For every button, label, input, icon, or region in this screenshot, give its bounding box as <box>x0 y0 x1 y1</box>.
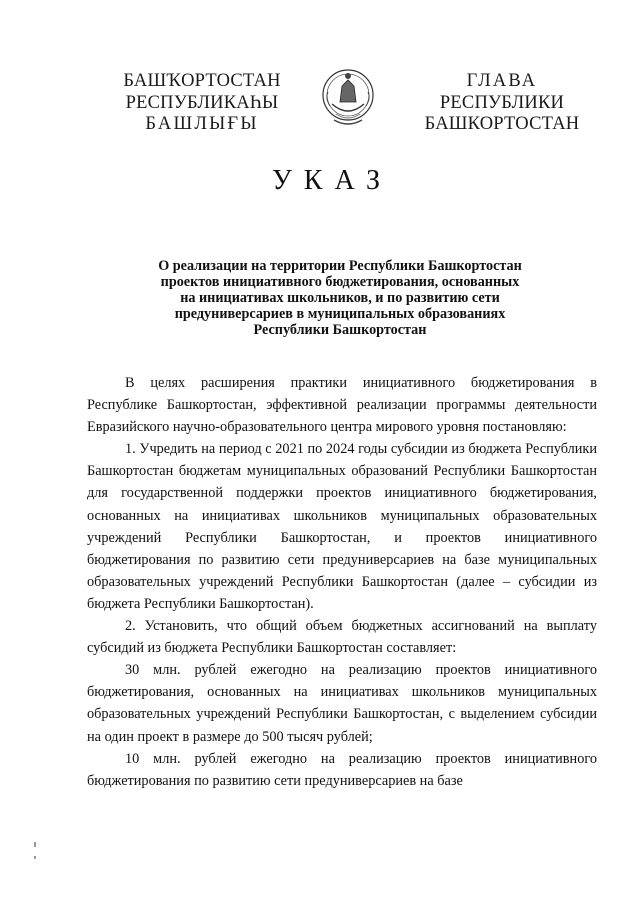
document-title <box>100 258 580 338</box>
margin-scan-mark <box>34 842 36 847</box>
header-right-line-1: ГЛАВА <box>466 71 538 91</box>
header-left-line-1: БАШҠОРТОСТАН <box>123 71 281 91</box>
paragraph-subitem-10mln: 10 млн. рублей ежегодно на реализацию проектов инициативного бюджетирования по развитию сети предуниверсариев на базе <box>87 750 597 789</box>
title-line-2: проектов инициативного бюджетирования, основанных <box>160 274 520 290</box>
paragraph-subitem-30mln: 30 млн. рублей ежегодно на реализацию проектов инициативного бюджетирования, основанных на инициативах школьников муниципальных образовательных учреждений Республики Башкортостан, с выделением субсидии на один проект в размере до 500 тысяч рублей; <box>87 662 597 745</box>
margin-scan-mark <box>34 856 36 859</box>
document-body <box>87 372 597 792</box>
header-right-line-2: РЕСПУБЛИКИ <box>439 92 565 113</box>
header-right-line-3: БАШКОРТОСТАН <box>424 114 580 134</box>
header-left-line-2: РЕСПУБЛИКАҺЫ <box>125 92 279 113</box>
paragraph-item-2: 2. Установить, что общий объем бюджетных ассигнований на выплату субсидий из бюджета Республики Башкортостан составляет: <box>87 618 597 657</box>
title-line-3: на инициативах школьников, и по развитию сети <box>180 290 500 306</box>
paragraph-preamble: В целях расширения практики инициативного бюджетирования в Республике Башкортостан, эффективной реализации программы деятельности Евразийского научно-образовательного центра мирового уровня постановляю: <box>87 375 597 436</box>
coat-of-arms-emblem-icon <box>318 62 378 132</box>
header-right-title <box>412 71 592 136</box>
header-left-line-3: БАШЛЫҒЫ <box>145 114 259 134</box>
document-type-heading: УКАЗ <box>271 165 393 196</box>
paragraph-item-1: 1. Учредить на период с 2021 по 2024 годы субсидии из бюджета Республики Башкортостан бюджетам муниципальных образований Республики Башкортостан для государственной поддержки проектов инициативного бюджетирования, основанных на инициативах школьников муниципальных образовательных учреждений Республики Башкортостан, и проектов инициативного бюджетирования по развитию сети предуниверсариев на базе муниципальных образовательных учреждений Республики Башкортостан (далее – субсидии из бюджета Республики Башкортостан). <box>87 441 597 612</box>
title-line-4: предуниверсариев в муниципальных образованиях <box>174 306 506 322</box>
header-left-title <box>112 71 292 136</box>
title-line-5: Республики Башкортостан <box>253 322 427 338</box>
title-line-1: О реализации на территории Республики Башкортостан <box>158 258 522 274</box>
